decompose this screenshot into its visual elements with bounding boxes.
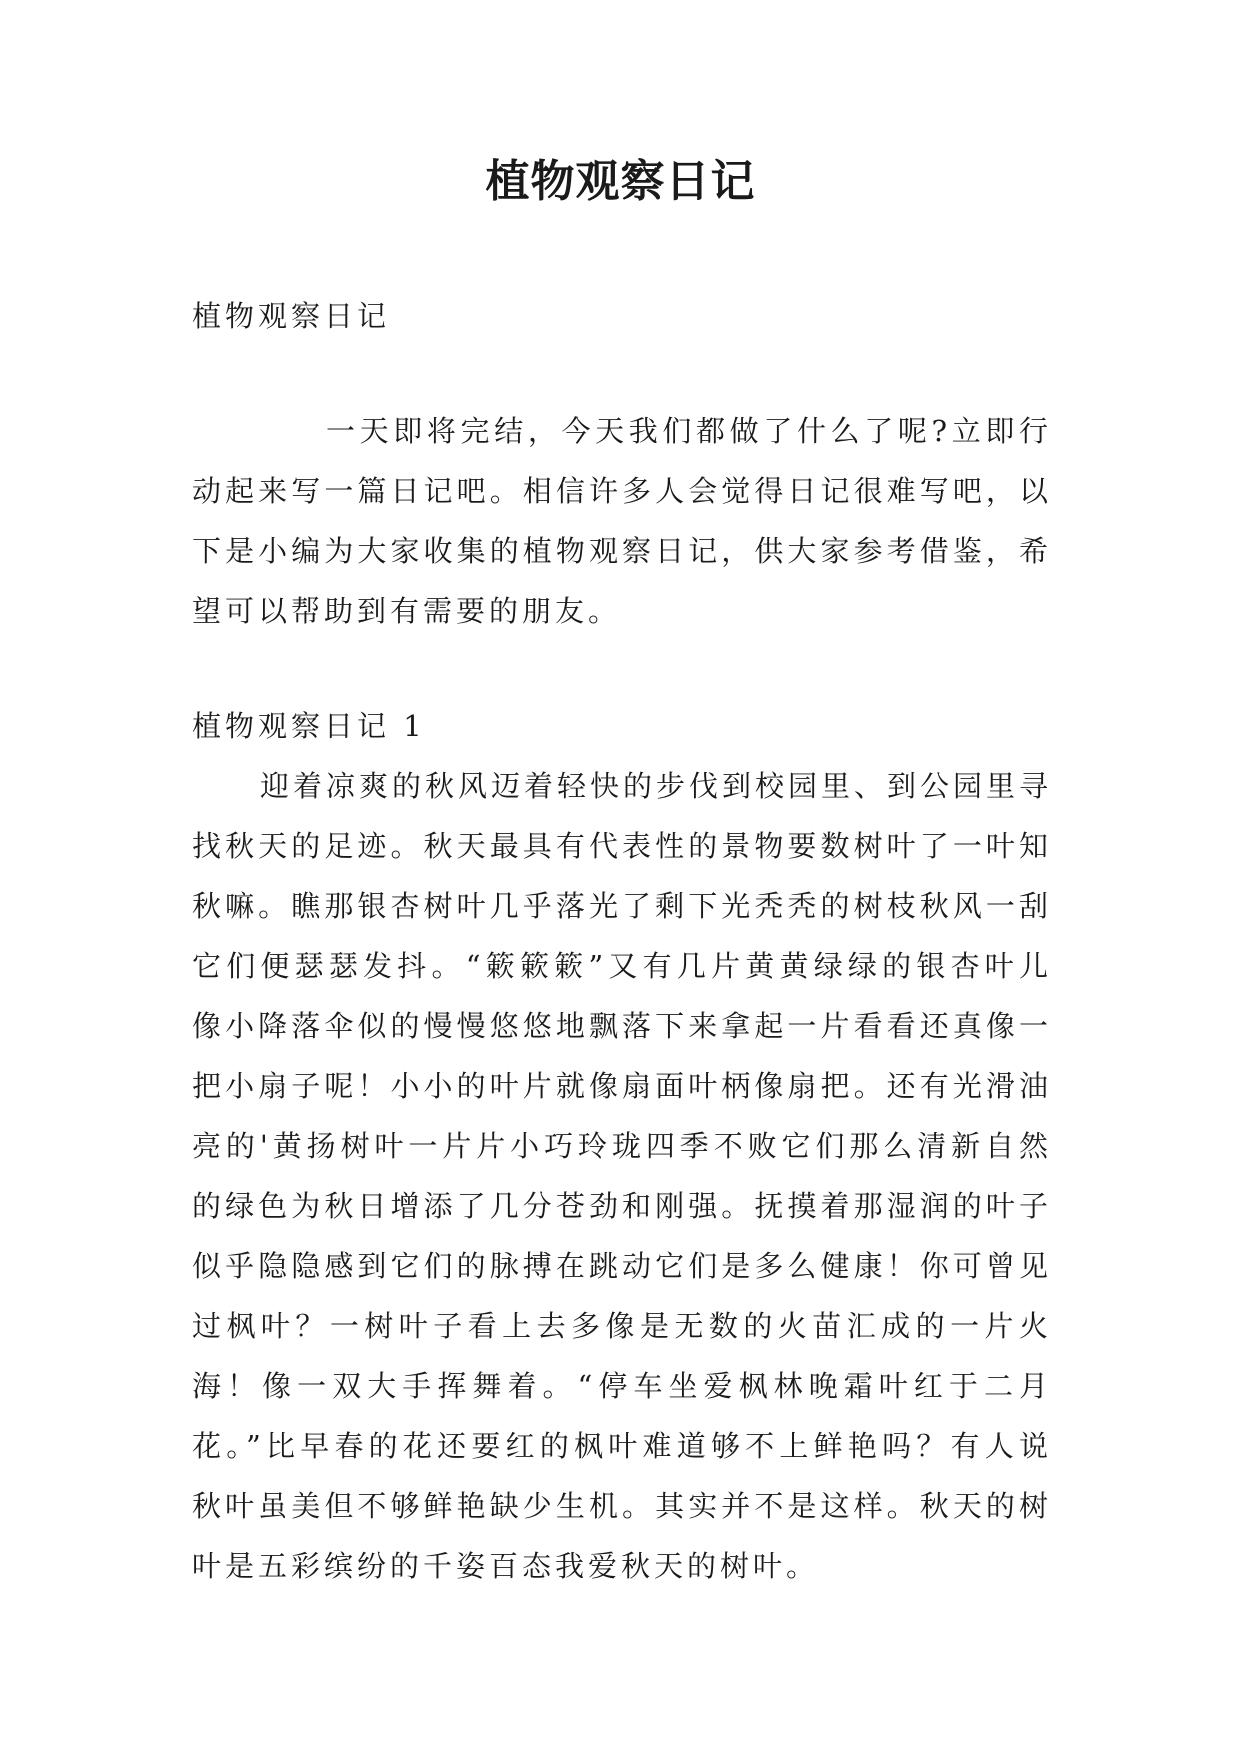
document-title: 植物观察日记 <box>485 156 756 207</box>
intro-paragraph: 一天即将完结，今天我们都做了什么了呢?立即行动起来写一篇日记吧。相信许多人会觉得日记很难写吧，以下是小编为大家收集的植物观察日记，供大家参考借鉴，希望可以帮助到有需要的朋友。 <box>192 414 1052 628</box>
document-subtitle: 植物观察日记 <box>192 299 391 333</box>
section-paragraph: 迎着凉爽的秋风迈着轻快的步伐到校园里、到公园里寻找秋天的足迹。秋天最具有代表性的景物要数树叶了一叶知秋嘛。瞧那银杏树叶几乎落光了剩下光秃秃的树枝秋风一刮它们便瑟瑟发抖。“簌簌簌”又有几片黄黄绿绿的银杏叶儿像小降落伞似的慢慢悠悠地飘落下来拿起一片看看还真像一把小扇子呢！小小的叶片就像扇面叶柄像扇把。还有光滑油亮的'黄扬树叶一片片小巧玲珑四季不败它们那么清新自然的绿色为秋日增添了几分苍劲和刚强。抚摸着那湿润的叶子似乎隐隐感到它们的脉搏在跳动它们是多么健康！你可曾见过枫叶？一树叶子看上去多像是无数的火苗汇成的一片火海！像一双大手挥舞着。“停车坐爱枫林晚霜叶红于二月花。”比早春的花还要红的枫叶难道够不上鲜艳吗？有人说秋叶虽美但不够鲜艳缺少生机。其实并不是这样。秋天的树叶是五彩缤纷的千姿百态我爱秋天的树叶。 <box>192 769 1053 1583</box>
section-heading: 植物观察日记 1 <box>192 709 426 743</box>
